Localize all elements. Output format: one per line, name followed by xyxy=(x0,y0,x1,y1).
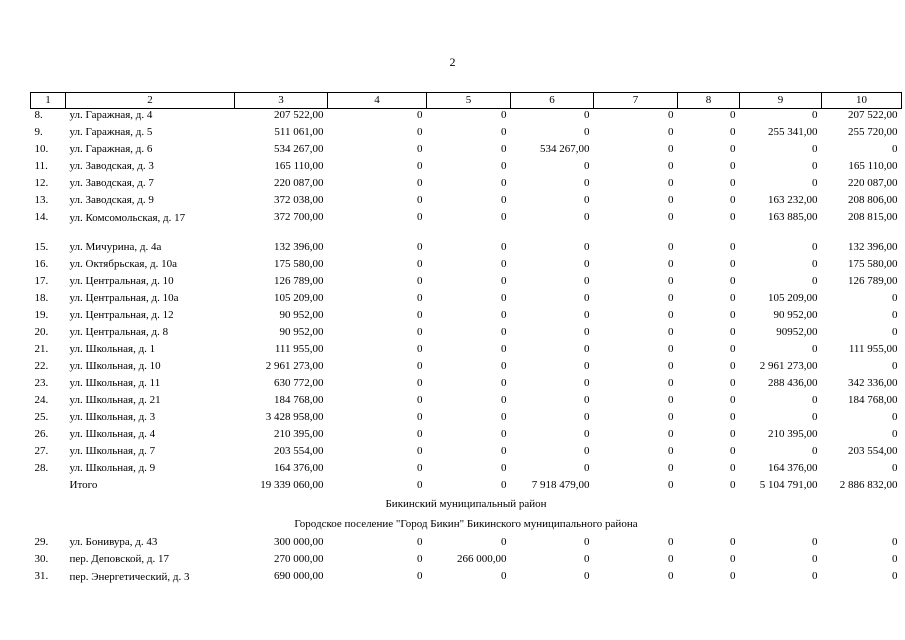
value-cell: 184 768,00 xyxy=(274,394,324,406)
row-number: 27. xyxy=(34,445,49,457)
address-cell: пер. Деповской, д. 17 xyxy=(69,553,169,565)
row-number: 11. xyxy=(34,160,48,172)
value-cell: 0 xyxy=(584,570,590,582)
column-header: 5 xyxy=(427,93,511,109)
value-cell: 0 xyxy=(668,126,674,138)
table-header xyxy=(31,93,902,109)
value-cell: 0 xyxy=(812,553,818,565)
address-cell: ул. Мичурина, д. 4а xyxy=(69,241,162,253)
value-cell: 3 428 958,00 xyxy=(265,411,324,423)
value-cell: 0 xyxy=(812,343,818,355)
value-cell: 0 xyxy=(417,462,423,474)
value-cell: 207 522,00 xyxy=(274,109,324,121)
value-cell: 0 xyxy=(812,445,818,457)
column-header: 10 xyxy=(822,93,902,109)
value-cell: 0 xyxy=(501,177,507,189)
row-number: 29. xyxy=(34,536,49,548)
value-cell: 0 xyxy=(417,394,423,406)
value-cell: 0 xyxy=(501,258,507,270)
value-cell: 0 xyxy=(892,360,898,372)
value-cell: 0 xyxy=(584,326,590,338)
value-cell: 165 110,00 xyxy=(848,160,898,172)
value-cell: 163 885,00 xyxy=(768,211,818,223)
value-cell: 0 xyxy=(417,536,423,548)
value-cell: 0 xyxy=(501,462,507,474)
value-cell: 0 xyxy=(501,411,507,423)
value-cell: 534 267,00 xyxy=(274,143,324,155)
row-number: 22. xyxy=(34,360,49,372)
table-row xyxy=(31,428,902,445)
value-cell: 0 xyxy=(892,143,898,155)
value-cell: 0 xyxy=(730,360,736,372)
value-cell: 0 xyxy=(892,428,898,440)
value-cell: 0 xyxy=(668,377,674,389)
value-cell: 0 xyxy=(730,143,736,155)
value-cell: 208 806,00 xyxy=(848,194,898,206)
value-cell: 0 xyxy=(584,177,590,189)
value-cell: 0 xyxy=(584,109,590,121)
value-cell: 0 xyxy=(730,126,736,138)
value-cell: 175 580,00 xyxy=(274,258,324,270)
value-cell: 0 xyxy=(501,394,507,406)
value-cell: 0 xyxy=(584,194,590,206)
value-cell: 0 xyxy=(730,309,736,321)
value-cell: 0 xyxy=(584,160,590,172)
table-row xyxy=(31,109,902,127)
address-cell: ул. Октябрьская, д. 10а xyxy=(69,258,177,270)
value-cell: 132 396,00 xyxy=(848,241,898,253)
value-cell: 0 xyxy=(668,553,674,565)
value-cell: 203 554,00 xyxy=(274,445,324,457)
value-cell: 0 xyxy=(668,194,674,206)
column-header: 6 xyxy=(511,93,594,109)
value-cell: 266 000,00 xyxy=(457,553,507,565)
value-cell: 0 xyxy=(812,394,818,406)
value-cell: 0 xyxy=(501,109,507,121)
value-cell: 0 xyxy=(417,428,423,440)
row-number: 8. xyxy=(34,109,43,121)
value-cell: 0 xyxy=(501,309,507,321)
row-number: 17. xyxy=(34,275,49,287)
address-cell: ул. Школьная, д. 10 xyxy=(69,360,161,372)
value-cell: 0 xyxy=(668,258,674,270)
value-cell: 255 341,00 xyxy=(768,126,818,138)
value-cell: 0 xyxy=(417,479,423,491)
row-number: 19. xyxy=(34,309,49,321)
row-number: 31. xyxy=(34,570,49,582)
value-cell: 0 xyxy=(417,343,423,355)
value-cell: 0 xyxy=(892,553,898,565)
value-cell: 0 xyxy=(668,462,674,474)
address-cell: ул. Школьная, д. 11 xyxy=(69,377,161,389)
value-cell: 270 000,00 xyxy=(274,553,324,565)
value-cell: 0 xyxy=(584,428,590,440)
value-cell: 288 436,00 xyxy=(768,377,818,389)
value-cell: 0 xyxy=(417,377,423,389)
value-cell: 630 772,00 xyxy=(274,377,324,389)
value-cell: 0 xyxy=(668,411,674,423)
row-number: 26. xyxy=(34,428,49,440)
row-number xyxy=(31,479,66,496)
table-row xyxy=(31,211,902,241)
section-title: Бикинский муниципальный район xyxy=(385,498,547,510)
row-number: 14. xyxy=(34,211,49,223)
address-cell: ул. Центральная, д. 8 xyxy=(69,326,169,338)
value-cell: 164 376,00 xyxy=(274,462,324,474)
value-cell: 220 087,00 xyxy=(848,177,898,189)
value-cell: 163 232,00 xyxy=(768,194,818,206)
value-cell: 0 xyxy=(584,258,590,270)
value-cell: 0 xyxy=(730,109,736,121)
value-cell: 0 xyxy=(730,462,736,474)
value-cell: 0 xyxy=(812,275,818,287)
value-cell: 0 xyxy=(501,275,507,287)
value-cell: 0 xyxy=(730,428,736,440)
address-cell: ул. Школьная, д. 7 xyxy=(69,445,156,457)
value-cell: 0 xyxy=(501,241,507,253)
address-cell: ул. Бонивура, д. 43 xyxy=(69,536,158,548)
value-cell: 534 267,00 xyxy=(540,143,590,155)
value-cell: 0 xyxy=(730,194,736,206)
value-cell: 0 xyxy=(584,377,590,389)
value-cell: 0 xyxy=(730,258,736,270)
value-cell: 0 xyxy=(668,326,674,338)
section-title: Городское поселение "Город Бикин" Бикинского муниципального района xyxy=(294,518,638,530)
value-cell: 0 xyxy=(892,292,898,304)
address-cell: пер. Энергетический, д. 3 xyxy=(69,571,190,583)
value-cell: 0 xyxy=(584,411,590,423)
value-cell: 255 720,00 xyxy=(848,126,898,138)
table-row xyxy=(31,343,902,360)
value-cell: 111 955,00 xyxy=(274,343,324,355)
value-cell: 0 xyxy=(668,292,674,304)
value-cell: 0 xyxy=(730,479,736,491)
value-cell: 0 xyxy=(668,309,674,321)
address-cell: ул. Гаражная, д. 4 xyxy=(69,109,153,121)
value-cell: 0 xyxy=(417,292,423,304)
table-row xyxy=(31,126,902,143)
value-cell: 300 000,00 xyxy=(274,536,324,548)
row-number: 13. xyxy=(34,194,49,206)
value-cell: 207 522,00 xyxy=(848,109,898,121)
value-cell: 175 580,00 xyxy=(848,258,898,270)
value-cell: 90 952,00 xyxy=(773,309,818,321)
value-cell: 0 xyxy=(584,462,590,474)
value-cell: 105 209,00 xyxy=(274,292,324,304)
value-cell: 210 395,00 xyxy=(274,428,324,440)
row-number: 25. xyxy=(34,411,49,423)
column-header: 2 xyxy=(66,93,235,109)
address-cell: ул. Школьная, д. 3 xyxy=(69,411,156,423)
table-body xyxy=(31,109,902,601)
value-cell: 7 918 479,00 xyxy=(531,479,590,491)
value-cell: 165 110,00 xyxy=(274,160,324,172)
value-cell: 2 961 273,00 xyxy=(265,360,324,372)
value-cell: 0 xyxy=(584,553,590,565)
value-cell: 0 xyxy=(668,536,674,548)
value-cell: 0 xyxy=(501,343,507,355)
table-row xyxy=(31,275,902,292)
value-cell: 0 xyxy=(668,570,674,582)
value-cell: 0 xyxy=(668,360,674,372)
address-cell: ул. Заводская, д. 9 xyxy=(69,194,154,206)
value-cell: 0 xyxy=(417,258,423,270)
row-number: 23. xyxy=(34,377,49,389)
value-cell: 0 xyxy=(892,411,898,423)
section-row xyxy=(31,516,902,536)
table-row xyxy=(31,394,902,411)
value-cell: 0 xyxy=(417,275,423,287)
table-row xyxy=(31,377,902,394)
value-cell: 5 104 791,00 xyxy=(759,479,818,491)
value-cell: 0 xyxy=(417,241,423,253)
table-row xyxy=(31,326,902,343)
value-cell: 0 xyxy=(417,445,423,457)
value-cell: 0 xyxy=(584,343,590,355)
value-cell: 0 xyxy=(417,143,423,155)
row-number: 9. xyxy=(34,126,43,138)
value-cell: 0 xyxy=(812,160,818,172)
value-cell: 0 xyxy=(501,445,507,457)
address-cell: ул. Заводская, д. 7 xyxy=(69,177,154,189)
value-cell: 0 xyxy=(417,177,423,189)
value-cell: 342 336,00 xyxy=(848,377,898,389)
value-cell: 0 xyxy=(584,445,590,457)
value-cell: 0 xyxy=(812,536,818,548)
value-cell: 0 xyxy=(584,241,590,253)
value-cell: 0 xyxy=(668,275,674,287)
row-number: 10. xyxy=(34,143,49,155)
column-header: 9 xyxy=(740,93,822,109)
value-cell: 0 xyxy=(501,479,507,491)
table-row xyxy=(31,292,902,309)
value-cell: 0 xyxy=(584,126,590,138)
value-cell: 203 554,00 xyxy=(848,445,898,457)
value-cell: 0 xyxy=(417,553,423,565)
value-cell: 111 955,00 xyxy=(848,343,898,355)
row-number: 12. xyxy=(34,177,49,189)
table-row xyxy=(31,553,902,570)
value-cell: 0 xyxy=(501,326,507,338)
value-cell: 0 xyxy=(501,536,507,548)
row-number: 16. xyxy=(34,258,49,270)
value-cell: 220 087,00 xyxy=(274,177,324,189)
column-header: 3 xyxy=(235,93,328,109)
value-cell: 0 xyxy=(812,143,818,155)
value-cell: 0 xyxy=(892,536,898,548)
value-cell: 0 xyxy=(501,570,507,582)
address-cell: ул. Центральная, д. 12 xyxy=(69,309,174,321)
table-row xyxy=(31,479,902,496)
address-cell: ул. Школьная, д. 4 xyxy=(69,428,156,440)
value-cell: 0 xyxy=(417,360,423,372)
value-cell: 0 xyxy=(668,445,674,457)
value-cell: 126 789,00 xyxy=(848,275,898,287)
value-cell: 0 xyxy=(668,143,674,155)
table-row xyxy=(31,445,902,462)
value-cell: 0 xyxy=(812,411,818,423)
value-cell: 0 xyxy=(668,343,674,355)
value-cell: 0 xyxy=(501,143,507,155)
value-cell: 2 961 273,00 xyxy=(759,360,818,372)
value-cell: 132 396,00 xyxy=(274,241,324,253)
value-cell: 0 xyxy=(501,292,507,304)
value-cell: 0 xyxy=(892,326,898,338)
value-cell: 0 xyxy=(584,211,590,223)
value-cell: 0 xyxy=(730,411,736,423)
row-number: 20. xyxy=(34,326,49,338)
address-cell: ул. Гаражная, д. 6 xyxy=(69,143,153,155)
value-cell: 0 xyxy=(812,177,818,189)
value-cell: 90 952,00 xyxy=(279,326,324,338)
value-cell: 0 xyxy=(730,160,736,172)
value-cell: 0 xyxy=(584,309,590,321)
value-cell: 0 xyxy=(668,394,674,406)
value-cell: 0 xyxy=(668,177,674,189)
column-header: 8 xyxy=(678,93,740,109)
table-row xyxy=(31,194,902,211)
value-cell: 184 768,00 xyxy=(848,394,898,406)
value-cell: 0 xyxy=(730,275,736,287)
row-number: 30. xyxy=(34,553,49,565)
table-row xyxy=(31,462,902,479)
value-cell: 126 789,00 xyxy=(274,275,324,287)
row-number: 18. xyxy=(34,292,49,304)
value-cell: 0 xyxy=(730,292,736,304)
address-cell: ул. Школьная, д. 1 xyxy=(69,343,156,355)
value-cell: 0 xyxy=(668,479,674,491)
value-cell: 0 xyxy=(501,377,507,389)
row-number: 24. xyxy=(34,394,49,406)
value-cell: 0 xyxy=(501,194,507,206)
value-cell: 0 xyxy=(730,241,736,253)
value-cell: 90952,00 xyxy=(776,326,818,338)
value-cell: 0 xyxy=(417,309,423,321)
value-cell: 0 xyxy=(812,570,818,582)
table-row xyxy=(31,360,902,377)
value-cell: 0 xyxy=(730,394,736,406)
value-cell: 0 xyxy=(668,109,674,121)
value-cell: 2 886 832,00 xyxy=(839,479,898,491)
address-cell: ул. Гаражная, д. 5 xyxy=(69,126,153,138)
table-row xyxy=(31,411,902,428)
value-cell: 0 xyxy=(668,160,674,172)
value-cell: 0 xyxy=(730,177,736,189)
value-cell: 372 700,00 xyxy=(274,211,324,223)
value-cell: 208 815,00 xyxy=(848,211,898,223)
value-cell: 0 xyxy=(417,326,423,338)
address-cell: ул. Центральная, д. 10а xyxy=(69,292,179,304)
value-cell: 0 xyxy=(501,360,507,372)
column-header: 4 xyxy=(328,93,427,109)
value-cell: 0 xyxy=(730,553,736,565)
value-cell: 90 952,00 xyxy=(279,309,324,321)
value-cell: 0 xyxy=(584,536,590,548)
value-cell: 19 339 060,00 xyxy=(260,479,324,491)
address-cell: ул. Центральная, д. 10 xyxy=(69,275,174,287)
value-cell: 0 xyxy=(501,428,507,440)
value-cell: 0 xyxy=(730,570,736,582)
table-row xyxy=(31,536,902,553)
value-cell: 690 000,00 xyxy=(274,570,324,582)
value-cell: 0 xyxy=(584,275,590,287)
page-number: 2 xyxy=(449,55,456,69)
value-cell: 0 xyxy=(730,445,736,457)
value-cell: 0 xyxy=(501,211,507,223)
value-cell: 0 xyxy=(812,241,818,253)
value-cell: 0 xyxy=(668,211,674,223)
table-row xyxy=(31,570,902,600)
address-cell: ул. Заводская, д. 3 xyxy=(69,160,154,172)
value-cell: 0 xyxy=(501,160,507,172)
value-cell: 0 xyxy=(730,343,736,355)
value-cell: 0 xyxy=(584,292,590,304)
value-cell: 0 xyxy=(892,570,898,582)
value-cell: 164 376,00 xyxy=(768,462,818,474)
table-row xyxy=(31,241,902,258)
value-cell: 0 xyxy=(892,462,898,474)
table-row xyxy=(31,309,902,326)
row-number: 21. xyxy=(34,343,49,355)
value-cell: 0 xyxy=(584,360,590,372)
value-cell: 0 xyxy=(417,211,423,223)
value-cell: 0 xyxy=(417,570,423,582)
value-cell: 0 xyxy=(417,109,423,121)
value-cell: 0 xyxy=(668,428,674,440)
row-number: 28. xyxy=(34,462,49,474)
value-cell: 0 xyxy=(417,160,423,172)
address-cell: ул. Школьная, д. 9 xyxy=(69,462,156,474)
value-cell: 0 xyxy=(730,211,736,223)
value-cell: 0 xyxy=(417,194,423,206)
address-cell: ул. Комсомольская, д. 17 xyxy=(69,212,186,224)
value-cell: 0 xyxy=(812,109,818,121)
value-cell: 0 xyxy=(730,326,736,338)
column-header: 1 xyxy=(31,93,66,109)
value-cell: 0 xyxy=(668,241,674,253)
value-cell: 372 038,00 xyxy=(274,194,324,206)
table-row xyxy=(31,258,902,275)
value-cell: 210 395,00 xyxy=(768,428,818,440)
table-row xyxy=(31,143,902,160)
value-cell: 0 xyxy=(730,536,736,548)
address-cell: Итого xyxy=(69,479,98,491)
value-cell: 0 xyxy=(417,411,423,423)
row-number: 15. xyxy=(34,241,49,253)
data-table xyxy=(30,92,902,600)
column-header: 7 xyxy=(594,93,678,109)
value-cell: 0 xyxy=(584,394,590,406)
value-cell: 0 xyxy=(417,126,423,138)
value-cell: 0 xyxy=(501,126,507,138)
value-cell: 511 061,00 xyxy=(274,126,324,138)
value-cell: 0 xyxy=(730,377,736,389)
table-row xyxy=(31,177,902,194)
value-cell: 105 209,00 xyxy=(768,292,818,304)
table-row xyxy=(31,160,902,177)
section-row xyxy=(31,496,902,516)
value-cell: 0 xyxy=(892,309,898,321)
address-cell: ул. Школьная, д. 21 xyxy=(69,394,161,406)
value-cell: 0 xyxy=(812,258,818,270)
